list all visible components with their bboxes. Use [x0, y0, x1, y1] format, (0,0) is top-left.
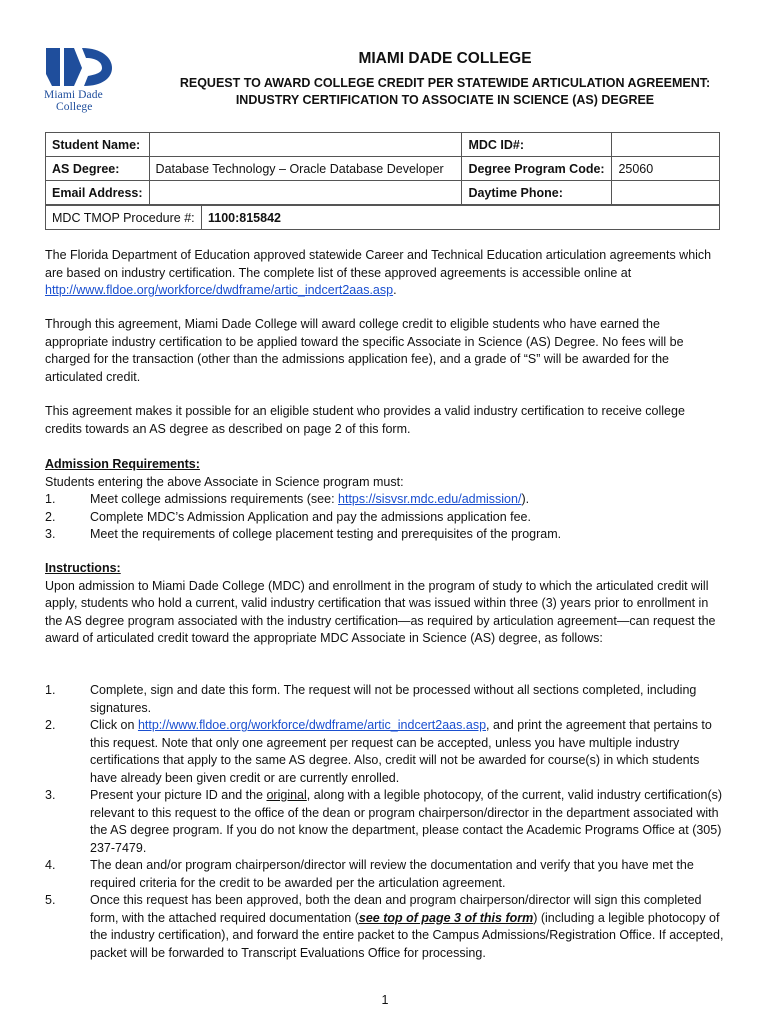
phone-label: Daytime Phone:: [462, 181, 612, 205]
list-item: [45, 682, 725, 717]
list-text: Meet the requirements of college placement testing and prerequisites of the program.: [90, 527, 562, 541]
admission-heading: Admission Requirements:: [45, 457, 200, 471]
instructions-intro: Upon admission to Miami Dade College (MDC) and enrollment in the program of study to which the articulated credit will apply, students who hold a current, valid industry certification that was issued within three (3) years prior to enrollment in the AS degree program associated with the industry certification—as required by articulation agreement—can request the award of articulated credit toward the appropriate MDC Associate in Science (AS) degree, as follows:: [45, 578, 716, 645]
page-number: 1: [381, 993, 389, 1007]
student-name-label: Student Name:: [46, 133, 150, 157]
list-number: 2.: [45, 509, 56, 524]
fldoe-agreements-link[interactable]: http://www.fldoe.org/workforce/dwdframe/artic_indcert2aas.asp: [45, 283, 394, 297]
table-row: [46, 133, 720, 157]
list-text-tail: ) (including a legible photocopy of the industry certification), and forward the entire packet to the Campus Admissions/Registration Office. If accepted, packet will be forwarded to Transcript Evaluations Office for processing.: [90, 910, 724, 960]
list-number: 4.: [45, 858, 56, 872]
intro-end: .: [393, 283, 397, 297]
email-field[interactable]: [149, 181, 462, 205]
list-number: 3.: [45, 788, 56, 802]
eligibility-paragraph: This agreement makes it possible for an eligible student who provides a valid industry certification to receive college credits towards an AS degree as described on page 2 of this form.: [45, 404, 685, 436]
list-text: Complete, sign and date this form. The request will not be processed without all sections completed, including signatures.: [90, 683, 697, 715]
list-item: [45, 857, 725, 892]
student-name-field[interactable]: [149, 133, 462, 157]
list-text-tail: ).: [521, 492, 530, 506]
tmop-value: 1100:815842: [202, 206, 720, 230]
list-text: Click on: [90, 718, 138, 732]
list-item: [45, 491, 725, 509]
admission-intro: Students entering the above Associate in Science program must:: [45, 474, 404, 489]
admission-section: [45, 456, 725, 544]
student-info-table: [45, 132, 720, 205]
instructions-list: [45, 682, 725, 962]
admission-link[interactable]: https://sisvsr.mdc.edu/admission/: [338, 492, 522, 506]
mdc-id-field[interactable]: [612, 133, 720, 157]
as-degree-value[interactable]: Database Technology – Oracle Database Developer: [149, 157, 462, 181]
page-subtitle-2: INDUSTRY CERTIFICATION TO ASSOCIATE IN SCIENCE (AS) DEGREE: [235, 93, 655, 107]
list-text: Once this request has been approved, both the dean and program chairperson/director will sign this completed form, with the attached required documentation (: [90, 893, 702, 925]
phone-field[interactable]: [612, 181, 720, 205]
instructions-heading: Instructions:: [45, 561, 121, 575]
table-row: [46, 206, 720, 230]
original-emphasis: original: [266, 788, 307, 802]
list-text-tail: , and print the agreement that pertains to this request. Note that only one agreement per request can be accepted, unless you have multiple industry certifications that apply to the same AS degree. Also, credit will not be awarded for course(s) in which students have already been given credit or are currently enrolled.: [90, 718, 712, 785]
list-item: [45, 509, 725, 527]
list-item: [45, 892, 725, 962]
mdc-id-label: MDC ID#:: [462, 133, 612, 157]
table-row: [46, 181, 720, 205]
tmop-table: [45, 205, 720, 230]
as-degree-label: AS Degree:: [46, 157, 150, 181]
list-number: 1.: [45, 683, 56, 697]
program-code-value[interactable]: 25060: [612, 157, 720, 181]
list-item: [45, 787, 725, 857]
logo-text-line2: College: [56, 101, 93, 113]
logo-text-line1: Miami Dade: [44, 89, 103, 101]
list-text: Complete MDC’s Admission Application and pay the admissions application fee.: [90, 509, 531, 524]
list-number: 2.: [45, 718, 56, 732]
fldoe-agreement-link[interactable]: http://www.fldoe.org/workforce/dwdframe/artic_indcert2aas.asp: [137, 718, 487, 732]
program-code-label: Degree Program Code:: [462, 157, 612, 181]
list-item: [45, 526, 725, 544]
page3-emphasis: see top of page 3 of this form: [358, 910, 534, 925]
list-text: The dean and/or program chairperson/director will review the documentation and verify that you have met the required criteria for the credit to be awarded per the articulation agreement.: [90, 858, 694, 890]
list-text: Present your picture ID and the: [90, 788, 267, 802]
list-number: 5.: [45, 893, 56, 907]
list-number: 1.: [45, 492, 56, 506]
intro-paragraph: [45, 247, 725, 300]
list-text-tail: , along with a legible photocopy, of the current, valid industry certification(s) relevant to this request to the office of the dean or program chairperson/director in the department associated with the AS degree program. If you do not know the department, please contact the Academic Programs Office at (305) 237-7479.: [90, 788, 723, 855]
page-subtitle-1: REQUEST TO AWARD COLLEGE CREDIT PER STATEWIDE ARTICULATION AGREEMENT:: [179, 76, 711, 90]
list-text: Meet college admissions requirements (see:: [90, 492, 339, 506]
page-title: MIAMI DADE COLLEGE: [358, 50, 532, 67]
intro-text: The Florida Department of Education approved statewide Career and Technical Education articulation agreements which are based on industry certification. The complete list of these approved agreements is accessible online at: [45, 248, 712, 280]
table-row: [46, 157, 720, 181]
email-label: Email Address:: [46, 181, 150, 205]
tmop-label: MDC TMOP Procedure #:: [46, 206, 202, 230]
list-item: [45, 717, 725, 787]
agreement-paragraph: Through this agreement, Miami Dade College will award college credit to eligible students who have earned the appropriate industry certification to be applied toward the specific Associate in Science (AS) Degree. No fees will be charged for the transaction (other than the admissions application fee), and a grade of “S” will be awarded for the articulated credit.: [45, 317, 684, 384]
admission-list: [45, 491, 725, 544]
list-number: 3.: [45, 527, 56, 541]
instructions-section: [45, 560, 725, 648]
